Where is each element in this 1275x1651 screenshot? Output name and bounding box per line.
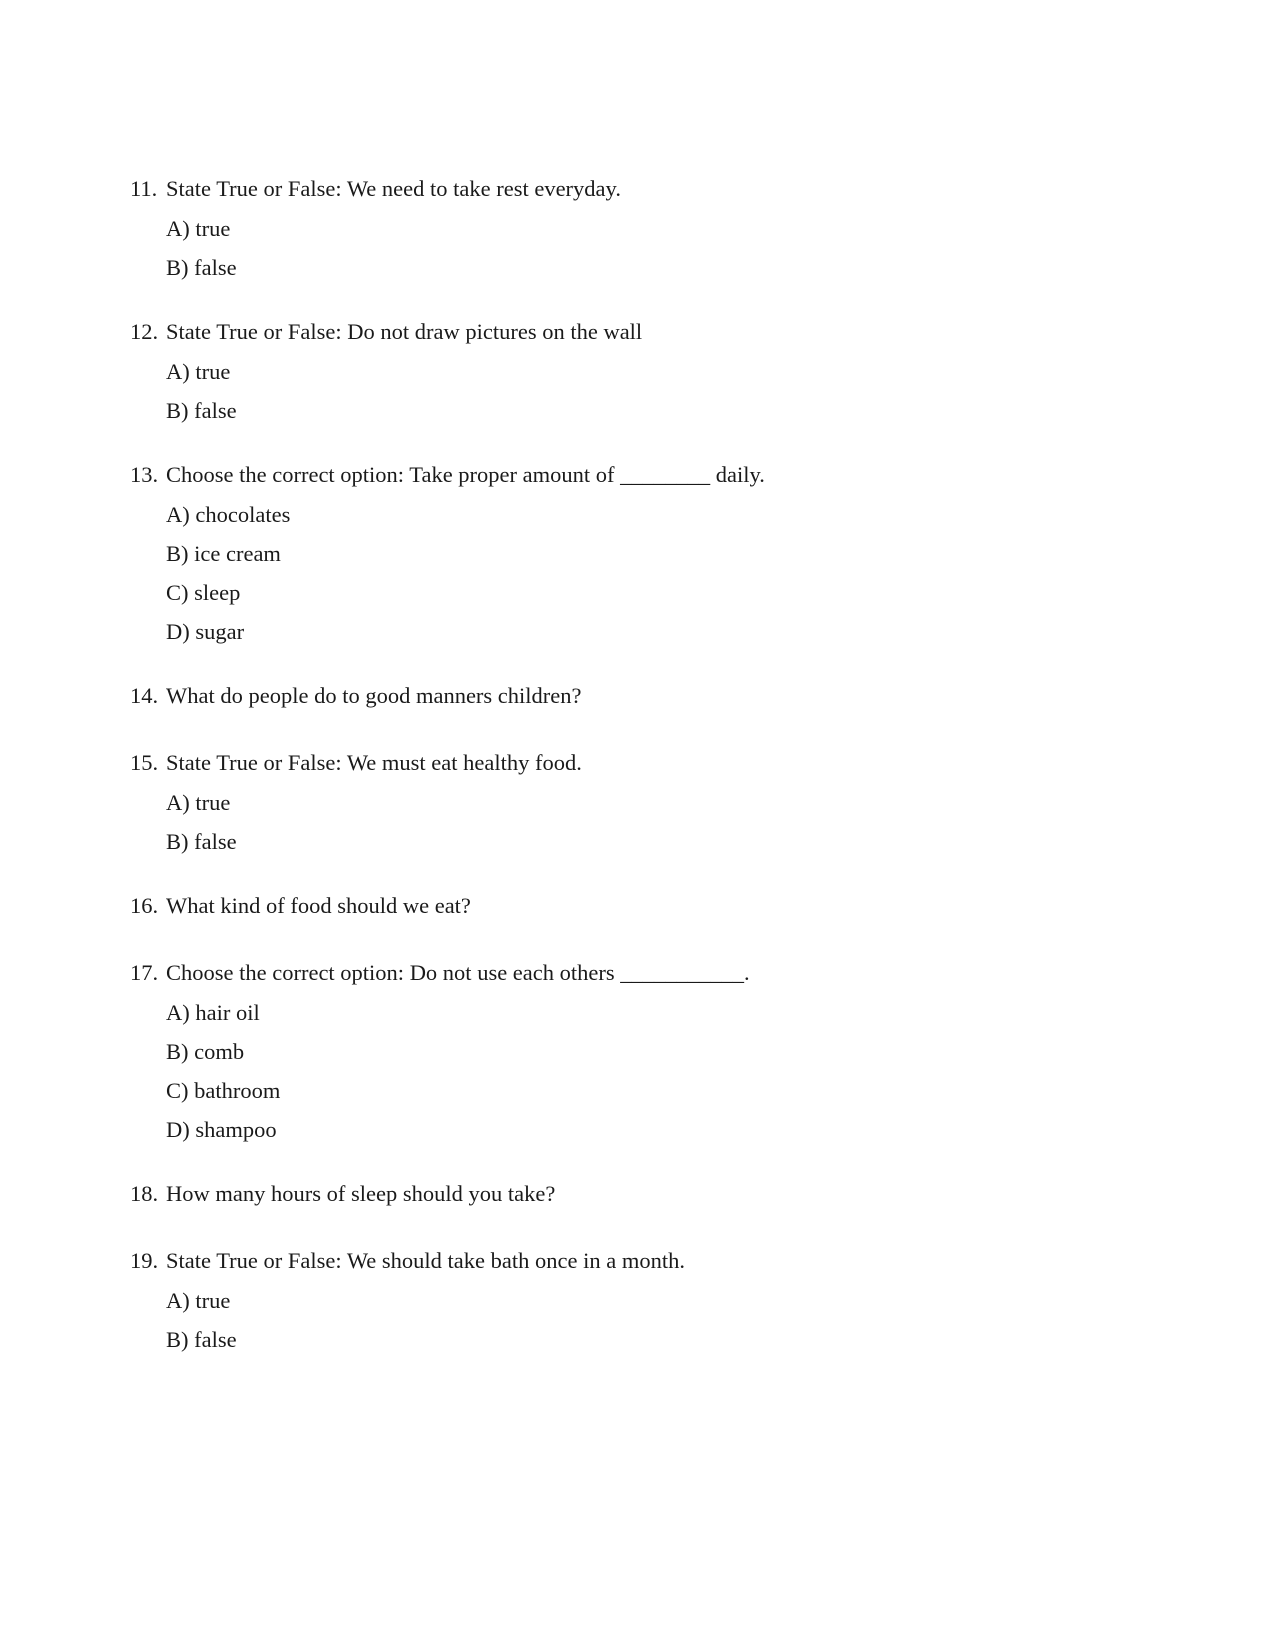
question-14	[130, 681, 1130, 711]
question-number: 11.	[130, 176, 158, 201]
option-item: A) true	[166, 216, 231, 241]
question-block-15	[130, 748, 1130, 857]
question-number: 17.	[130, 960, 159, 985]
question-text: How many hours of sleep should you take?	[166, 1181, 556, 1206]
question-17	[130, 958, 1130, 988]
option-item: A) true	[166, 359, 231, 384]
question-number: 12.	[130, 319, 159, 344]
option-item: C) sleep	[166, 580, 241, 605]
option-list	[166, 998, 1130, 1145]
question-number: 13.	[130, 462, 159, 487]
option-list	[166, 500, 1130, 647]
question-text: Choose the correct option: Take proper amount of ________ daily.	[166, 462, 765, 487]
question-block-11	[130, 174, 1130, 283]
question-block-12	[130, 317, 1130, 426]
option-item: A) true	[166, 1288, 231, 1313]
option-list	[166, 1286, 1130, 1355]
option-item: B) false	[166, 1327, 237, 1352]
question-block-19	[130, 1246, 1130, 1355]
question-13	[130, 460, 1130, 490]
question-19	[130, 1246, 1130, 1276]
option-item: A) true	[166, 790, 231, 815]
question-list	[130, 174, 1130, 1389]
option-list	[166, 788, 1130, 857]
option-item: B) ice cream	[166, 541, 281, 566]
question-12	[130, 317, 1130, 347]
option-list	[166, 214, 1130, 283]
question-block-13	[130, 460, 1130, 647]
question-15	[130, 748, 1130, 778]
question-number: 16.	[130, 893, 159, 918]
option-item: D) shampoo	[166, 1117, 277, 1142]
question-block-16	[130, 891, 1130, 921]
question-block-17	[130, 958, 1130, 1145]
question-text: State True or False: We should take bath once in a month.	[166, 1248, 685, 1273]
question-number: 19.	[130, 1248, 159, 1273]
option-item: B) false	[166, 398, 237, 423]
question-text: What kind of food should we eat?	[166, 893, 471, 918]
question-text: State True or False: Do not draw pictures on the wall	[166, 319, 643, 344]
question-text: State True or False: We need to take rest everyday.	[166, 176, 621, 201]
option-list	[166, 357, 1130, 426]
question-number: 14.	[130, 683, 159, 708]
question-16	[130, 891, 1130, 921]
question-block-18	[130, 1179, 1130, 1209]
question-block-14	[130, 681, 1130, 711]
question-11	[130, 174, 1130, 204]
question-text: State True or False: We must eat healthy food.	[166, 750, 582, 775]
option-item: B) false	[166, 255, 237, 280]
question-text: Choose the correct option: Do not use each others ___________.	[166, 960, 750, 985]
question-number: 18.	[130, 1181, 159, 1206]
option-item: D) sugar	[166, 619, 245, 644]
question-text: What do people do to good manners children?	[166, 683, 582, 708]
option-item: B) comb	[166, 1039, 245, 1064]
option-item: C) bathroom	[166, 1078, 281, 1103]
option-item: A) chocolates	[166, 502, 291, 527]
question-18	[130, 1179, 1130, 1209]
option-item: B) false	[166, 829, 237, 854]
option-item: A) hair oil	[166, 1000, 260, 1025]
question-number: 15.	[130, 750, 159, 775]
